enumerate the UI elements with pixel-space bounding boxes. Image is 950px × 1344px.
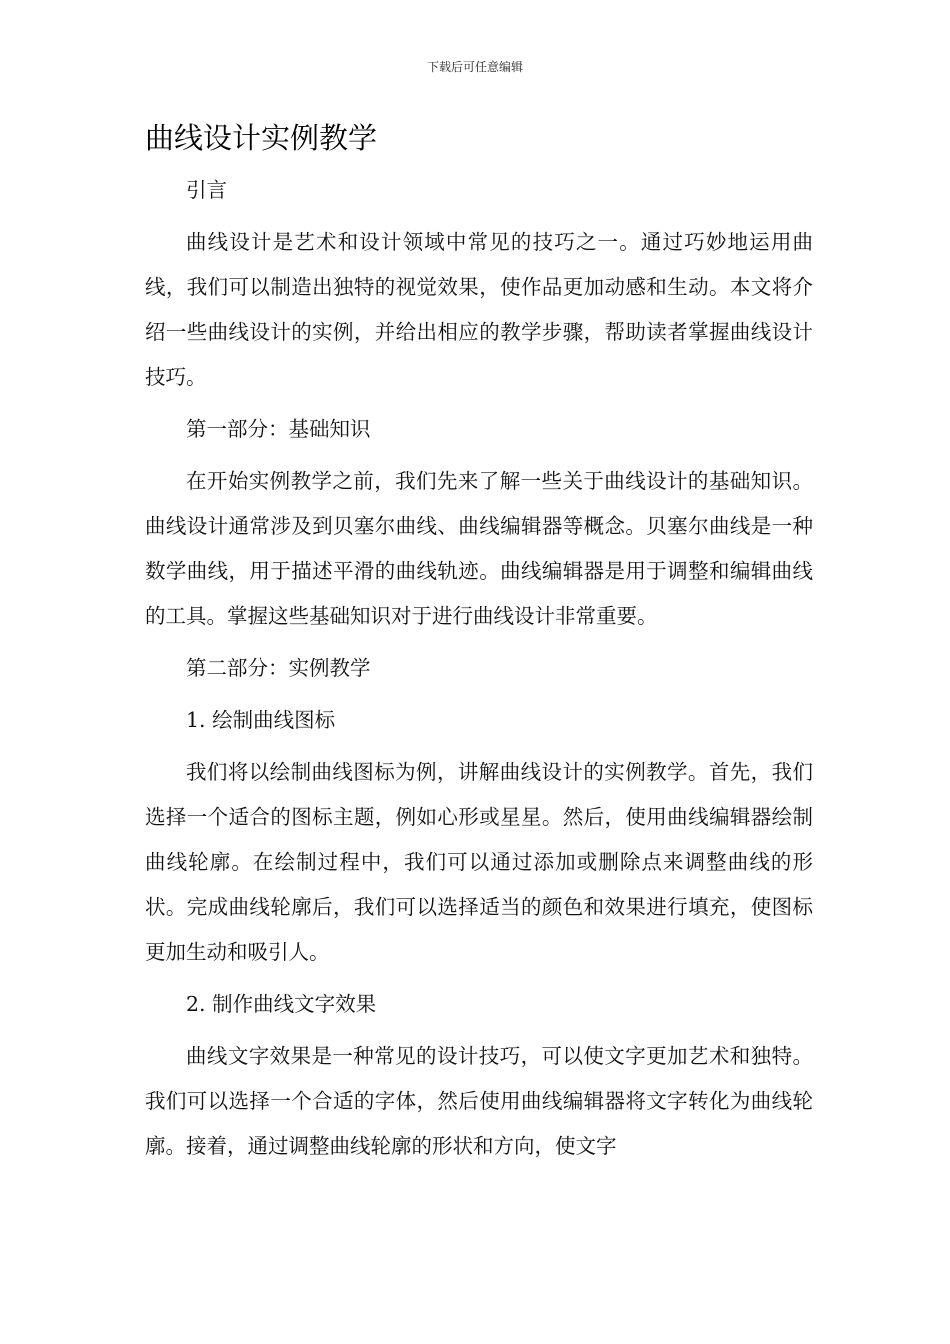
document-body [145, 168, 813, 1176]
paragraph-curve-icon: 我们将以绘制曲线图标为例，讲解曲线设计的实例教学。首先，我们选择一个适合的图标主题，例如心形或星星。然后，使用曲线编辑器绘制曲线轮廓。在绘制过程中，我们可以通过添加或删除点来调整曲线的形状。完成曲线轮廓后，我们可以选择适当的颜色和效果进行填充，使图标更加生动和吸引人。 [145, 760, 813, 964]
subheading-curve-icon: 1. 绘制曲线图标 [186, 708, 336, 732]
paragraph-basics: 在开始实例教学之前，我们先来了解一些关于曲线设计的基础知识。曲线设计通常涉及到贝塞尔曲线、曲线编辑器等概念。贝塞尔曲线是一种数学曲线，用于描述平滑的曲线轨迹。曲线编辑器是用于调整和编辑曲线的工具。掌握这些基础知识对于进行曲线设计非常重要。 [145, 469, 813, 628]
document-title: 曲线设计实例教学 [145, 121, 378, 155]
page-header-note: 下载后可任意编辑 [426, 60, 523, 74]
paragraph-curve-text: 曲线文字效果是一种常见的设计技巧，可以使文字更加艺术和独特。我们可以选择一个合适的字体，然后使用曲线编辑器将文字转化为曲线轮廓。接着，通过调整曲线轮廓的形状和方向，使文字 [145, 1044, 813, 1158]
section-heading-part2: 第二部分：实例教学 [186, 656, 371, 680]
paragraph-intro: 曲线设计是艺术和设计领域中常见的技巧之一。通过巧妙地运用曲线，我们可以制造出独特的视觉效果，使作品更加动感和生动。本文将介绍一些曲线设计的实例，并给出相应的教学步骤，帮助读者掌握曲线设计技巧。 [145, 230, 813, 389]
subheading-curve-text: 2. 制作曲线文字效果 [186, 992, 377, 1016]
section-heading-intro: 引言 [186, 178, 227, 202]
section-heading-part1: 第一部分：基础知识 [186, 417, 371, 441]
